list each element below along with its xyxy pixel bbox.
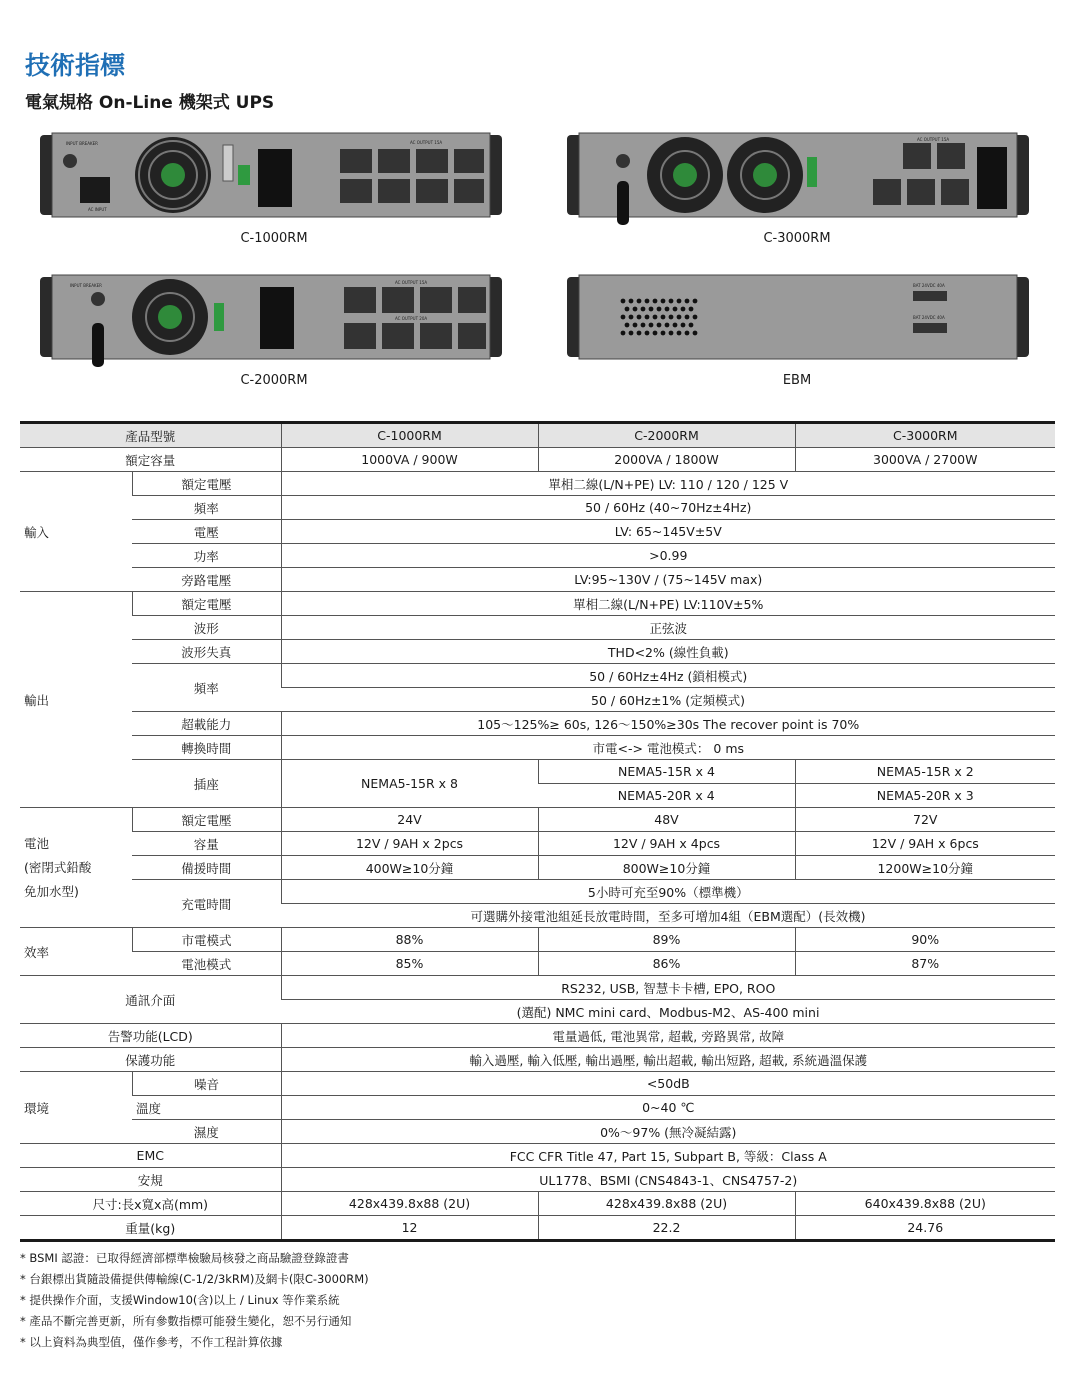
group-label-input: 輸入	[20, 472, 132, 592]
row-label: 額定容量	[20, 448, 281, 472]
cell: 電量過低, 電池異常, 超載, 旁路異常, 故障	[281, 1024, 1055, 1048]
cell: 12V / 9AH x 6pcs	[795, 832, 1055, 856]
cell: 24V	[281, 808, 538, 832]
cell: 48V	[538, 808, 795, 832]
table-row	[20, 520, 1055, 544]
svg-text:AC INPUT: AC INPUT	[88, 207, 107, 212]
ebm-rear-panel-image	[567, 273, 1029, 361]
cell: 12	[281, 1216, 538, 1241]
spec-table	[20, 421, 1055, 1242]
cell: LV: 65~145V±5V	[281, 520, 1055, 544]
svg-text:INPUT BREAKER: INPUT BREAKER	[70, 283, 102, 288]
cell: 單相二線(L/N+PE) LV:110V±5%	[281, 592, 1055, 616]
row-label: 額定電壓	[132, 472, 281, 496]
row-label: 告警功能(LCD)	[20, 1024, 281, 1048]
group-label-output: 輸出	[20, 592, 132, 808]
table-row	[20, 976, 1055, 1000]
row-label: 溫度	[132, 1096, 281, 1120]
cell: 72V	[795, 808, 1055, 832]
group-label-battery	[20, 808, 132, 928]
cell: 24.76	[795, 1216, 1055, 1241]
product-caption: C-3000RM	[763, 231, 831, 246]
table-row	[20, 808, 1055, 832]
product-caption: EBM	[782, 373, 812, 388]
table-row	[20, 616, 1055, 640]
row-label: 安規	[20, 1168, 281, 1192]
cell: 50 / 60Hz (40~70Hz±4Hz)	[281, 496, 1055, 520]
row-label: 超載能力	[132, 712, 281, 736]
cell: 正弦波	[281, 616, 1055, 640]
cell: 2000VA / 1800W	[538, 448, 795, 472]
svg-text:BAT 24VDC 40A: BAT 24VDC 40A	[913, 283, 945, 288]
footnote: * 提供操作介面，支援Window10(含)以上 / Linux 等作業系統	[20, 1293, 340, 1307]
row-label: 充電時間	[132, 880, 281, 928]
cell: 0%〜97% (無冷凝結露)	[281, 1120, 1055, 1144]
table-header-row	[20, 423, 1055, 448]
cell: 428x439.8x88 (2U)	[281, 1192, 538, 1216]
table-row	[20, 496, 1055, 520]
row-label: 尺寸:長x寬x高(mm)	[20, 1192, 281, 1216]
header-label: 產品型號	[20, 423, 281, 448]
row-label: 波形失真	[132, 640, 281, 664]
cell: 800W≥10分鐘	[538, 856, 795, 880]
row-label: 頻率	[132, 664, 281, 712]
table-row	[20, 736, 1055, 760]
cell: FCC CFR Title 47, Part 15, Subpart B, 等級：Class A	[281, 1144, 1055, 1168]
cell: 50 / 60Hz±4Hz (鎖相模式)	[281, 664, 1055, 688]
table-row	[20, 1216, 1055, 1241]
svg-text:BAT 24VDC 40A: BAT 24VDC 40A	[913, 315, 945, 320]
row-label: 噪音	[132, 1072, 281, 1096]
cell: 86%	[538, 952, 795, 976]
table-row	[20, 592, 1055, 616]
cell: 87%	[795, 952, 1055, 976]
page-title: 技術指標	[25, 51, 126, 80]
group-label-line: (密閉式鉛酸	[24, 859, 92, 875]
table-row	[20, 832, 1055, 856]
cell: 5小時可充至90%（標準機）	[281, 880, 1055, 904]
table-row	[20, 1168, 1055, 1192]
group-label-line: 電池	[24, 835, 50, 851]
table-row	[20, 664, 1055, 688]
table-row	[20, 856, 1055, 880]
footnote: * 台銀標出貨隨設備提供傳輸線(C-1/2/3kRM)及網卡(限C-3000RM)	[20, 1272, 369, 1286]
cell: 可選購外接電池組延長放電時間，至多可增加4組（EBM選配）(長效機)	[281, 904, 1055, 928]
c3000rm-rear-panel-image	[567, 131, 1029, 227]
table-row	[20, 1144, 1055, 1168]
table-row	[20, 568, 1055, 592]
cell: NEMA5-20R x 4	[538, 784, 795, 808]
product-caption: C-1000RM	[240, 231, 308, 246]
svg-text:AC OUTPUT 15A: AC OUTPUT 15A	[410, 140, 443, 145]
row-label: 轉換時間	[132, 736, 281, 760]
row-label: 旁路電壓	[132, 568, 281, 592]
cell: (選配) NMC mini card、Modbus-M2、AS-400 mini	[281, 1000, 1055, 1024]
row-label: 額定電壓	[132, 592, 281, 616]
cell: 105〜125%≥ 60s, 126〜150%≥30s The recover point is 70%	[281, 712, 1055, 736]
footnotes	[20, 1248, 369, 1353]
table-row	[20, 448, 1055, 472]
c1000rm-rear-panel-image	[40, 131, 502, 219]
table-row	[20, 760, 1055, 784]
cell: UL1778、BSMI (CNS4843-1、CNS4757-2)	[281, 1168, 1055, 1192]
cell: 88%	[281, 928, 538, 952]
table-row	[20, 544, 1055, 568]
header-model: C-1000RM	[281, 423, 538, 448]
footnote: * 以上資料為典型值，僅作參考，不作工程計算依據	[20, 1335, 283, 1349]
cell: NEMA5-20R x 3	[795, 784, 1055, 808]
svg-text:AC OUTPUT 15A: AC OUTPUT 15A	[395, 280, 428, 285]
table-row	[20, 880, 1055, 904]
row-label: 濕度	[132, 1120, 281, 1144]
row-label: 插座	[132, 760, 281, 808]
cell: 1000VA / 900W	[281, 448, 538, 472]
cell: 12V / 9AH x 4pcs	[538, 832, 795, 856]
page-subtitle: 電氣規格 On-Line 機架式 UPS	[25, 93, 275, 113]
row-label: 頻率	[132, 496, 281, 520]
table-row	[20, 712, 1055, 736]
cell: 400W≥10分鐘	[281, 856, 538, 880]
table-row	[20, 928, 1055, 952]
row-label: 備援時間	[132, 856, 281, 880]
cell: THD<2% (線性負載)	[281, 640, 1055, 664]
cell: 90%	[795, 928, 1055, 952]
cell: >0.99	[281, 544, 1055, 568]
footnote: * BSMI 認證：已取得經濟部標準檢驗局核發之商品驗證登錄證書	[20, 1251, 349, 1265]
table-row	[20, 1192, 1055, 1216]
group-label-line: 免加水型)	[24, 883, 79, 899]
cell: 市電<-> 電池模式： 0 ms	[281, 736, 1055, 760]
table-row	[20, 472, 1055, 496]
row-label: 功率	[132, 544, 281, 568]
cell: 單相二線(L/N+PE) LV: 110 / 120 / 125 V	[281, 472, 1055, 496]
table-row	[20, 1024, 1055, 1048]
row-label: 重量(kg)	[20, 1216, 281, 1241]
row-label: 容量	[132, 832, 281, 856]
cell: 85%	[281, 952, 538, 976]
cell: 89%	[538, 928, 795, 952]
cell: 22.2	[538, 1216, 795, 1241]
cell: 0~40 ℃	[281, 1096, 1055, 1120]
svg-text:AC OUTPUT 15A: AC OUTPUT 15A	[917, 137, 950, 142]
row-label: 波形	[132, 616, 281, 640]
table-row	[20, 952, 1055, 976]
table-row	[20, 1072, 1055, 1096]
cell: 3000VA / 2700W	[795, 448, 1055, 472]
cell: 50 / 60Hz±1% (定頻模式)	[281, 688, 1055, 712]
product-caption: C-2000RM	[240, 373, 308, 388]
row-label: 額定電壓	[132, 808, 281, 832]
cell: RS232, USB, 智慧卡卡槽, EPO, ROO	[281, 976, 1055, 1000]
table-row	[20, 1096, 1055, 1120]
row-label: 保護功能	[20, 1048, 281, 1072]
svg-text:AC OUTPUT 20A: AC OUTPUT 20A	[395, 316, 428, 321]
footnote: * 產品不斷完善更新，所有參數指標可能發生變化，恕不另行通知	[20, 1314, 352, 1328]
table-row	[20, 1048, 1055, 1072]
cell: 640x439.8x88 (2U)	[795, 1192, 1055, 1216]
header-model: C-2000RM	[538, 423, 795, 448]
row-label: EMC	[20, 1144, 281, 1168]
cell: 1200W≥10分鐘	[795, 856, 1055, 880]
cell: 輸入過壓, 輸入低壓, 輸出過壓, 輸出超載, 輸出短路, 超載, 系統過溫保護	[281, 1048, 1055, 1072]
c2000rm-rear-panel-image	[40, 273, 502, 369]
header-model: C-3000RM	[795, 423, 1055, 448]
cell: NEMA5-15R x 8	[281, 760, 538, 808]
row-label: 電池模式	[132, 952, 281, 976]
group-label-efficiency: 效率	[20, 928, 132, 976]
cell: 12V / 9AH x 2pcs	[281, 832, 538, 856]
cell: <50dB	[281, 1072, 1055, 1096]
row-label: 市電模式	[132, 928, 281, 952]
svg-text:INPUT BREAKER: INPUT BREAKER	[66, 141, 98, 146]
cell: NEMA5-15R x 4	[538, 760, 795, 784]
table-row	[20, 1120, 1055, 1144]
cell: NEMA5-15R x 2	[795, 760, 1055, 784]
group-label-environment: 環境	[20, 1072, 132, 1144]
table-row	[20, 640, 1055, 664]
cell: 428x439.8x88 (2U)	[538, 1192, 795, 1216]
row-label: 電壓	[132, 520, 281, 544]
cell: LV:95~130V / (75~145V max)	[281, 568, 1055, 592]
row-label: 通訊介面	[20, 976, 281, 1024]
